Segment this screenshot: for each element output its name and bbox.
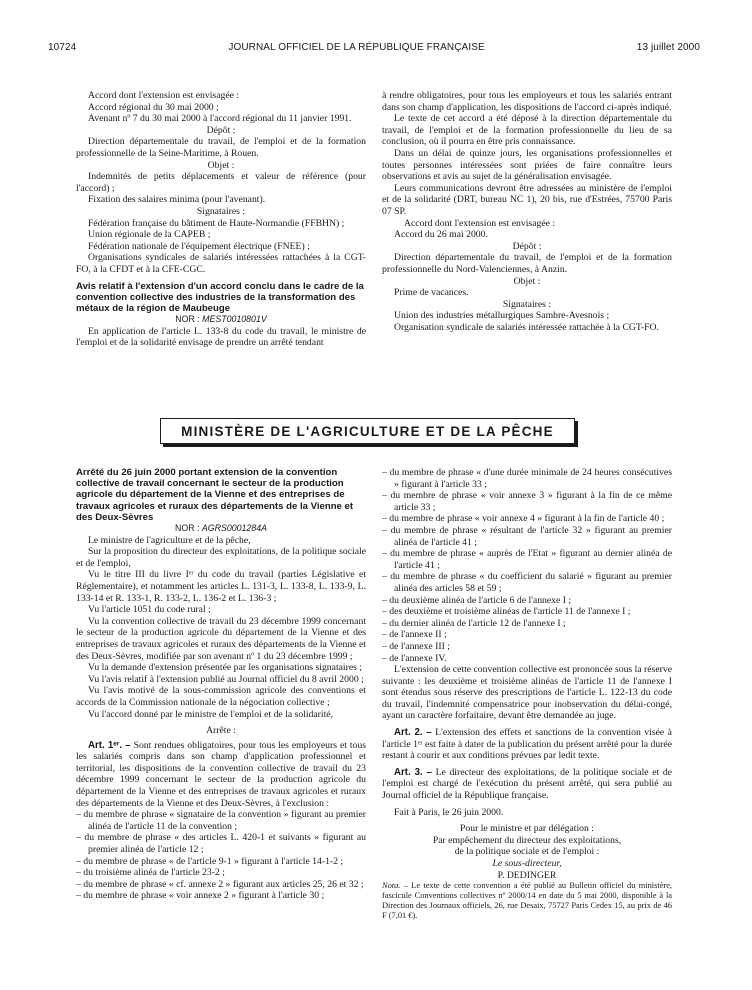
article-3-label: Art. 3. –	[394, 766, 432, 778]
accord-line-2: Avenant nº 7 du 30 mai 2000 à l'accord régional du 11 janvier 1991.	[88, 113, 352, 125]
article-2	[382, 727, 672, 762]
article-1	[76, 740, 366, 810]
nota-note	[382, 881, 672, 921]
article-1-text: Sont rendues obligatoires, pour tous les employeurs et tous les salariés compris dans son champ d'application professionnel et territorial, les dispositions de la convention collective de travail du 23 décembre 1999 concernant le secteur de la production agricole du département de la Vienne et des entreprises de travaux agricoles et ruraux des départements de la Vienne et des Deux-Sèvres, à l'exclusion :	[76, 739, 367, 809]
article-2-label: Art. 2. –	[394, 727, 432, 739]
signataire-right-1: Union des industries métallurgiques Sambre-Avesnois ;	[394, 310, 610, 322]
list-item: – du deuxième alinéa de l'article 6 de l'annexe I ;	[382, 594, 572, 606]
para-5: Vu la convention collective de travail du 23 décembre 1999 concernant le secteur de la production agricole du département de la Vienne et des entreprises de travaux agricoles et ruraux des départements de la Vienne et des Deux-Sèvres, modifiée par son avenant nº 1 du 23 décembre 1999 ;	[76, 615, 366, 662]
left-top-column	[76, 90, 366, 349]
arrete-title: Arrêté du 26 juin 2000 portant extension de la convention collective de travail concernant le secteur de la production agricole du département de la Vienne et des entreprises de travaux agricoles et ruraux des départements de la Vienne et des Deux-Sèvres	[76, 467, 354, 523]
para-3: Vu le titre III du livre Iᵉʳ du code du travail (parties Législative et Réglementaire), et notamment les articles L. 131-3, L. 133-8, L. 133-9, L. 133-14 et R. 133-1, R. 133-2, L. 136-2 et L. 136-3 ;	[76, 569, 366, 604]
right-bottom-column	[382, 467, 672, 921]
depot-text-right: Direction départementale du travail, de l'emploi et de la formation professionnelle du Nord-Valenciennes, à Anzin.	[382, 252, 672, 275]
journal-title: JOURNAL OFFICIEL DE LA RÉPUBLIQUE FRANÇAISE	[228, 42, 485, 53]
objet-label: Objet :	[207, 159, 235, 171]
signatory-name: P. DEDINGER	[497, 869, 557, 881]
list-item: – du membre de phrase « voir annexe 4 » figurant à la fin de l'article 40 ;	[382, 513, 665, 525]
para-9: Vu l'accord donné par le ministre de l'emploi et de la solidarité,	[88, 708, 334, 720]
objet-label-right: Objet :	[513, 275, 541, 287]
article-3	[382, 767, 672, 802]
depot-text: Direction départementale du travail, de l'emploi et de la formation professionnelle de la Seine-Maritime, à Rouen.	[76, 136, 366, 159]
list-item: – du membre de phrase « de l'article 9-1 » figurant à l'article 14-1-2 ;	[76, 855, 344, 867]
accord-label: Accord dont l'extension est envisagée :	[88, 90, 240, 101]
para-6: Vu la demande d'extension présentée par les organisations signataires ;	[88, 662, 363, 674]
nor-label-arrete: NOR :	[175, 523, 202, 534]
exclusion-list-right	[382, 467, 672, 664]
avis-title: Avis relatif à l'extension d'un accord conclu dans le cadre de la convention collective des industries de la transformation des métaux de la région de Maubeuge	[76, 280, 364, 314]
communications-text: Leurs communications devront être adressées au ministère de l'emploi et de la solidarité (DRT, bureau NC 1), 20 bis, rue d'Estrées, 75700 Paris 07 SP.	[382, 182, 672, 217]
signataire-1: Fédération française du bâtiment de Haute-Normandie (FFBHN) ;	[88, 217, 345, 229]
signataire-4: Organisations syndicales de salariés intéressées rattachées à la CGT-FO, à la CFDT et à la CFE-CGC.	[76, 252, 366, 275]
nor-label: NOR :	[175, 314, 203, 325]
article-3-text: Le directeur des exploitations, de la politique sociale et de l'emploi est chargé de l'exécution du présent arrêté, qui sera publié au Journal officiel de la République française.	[382, 766, 672, 802]
avis-intro: En application de l'article L. 133-8 du code du travail, le ministre de l'emploi et de la solidarité envisage de prendre un arrêté tendant	[76, 325, 366, 349]
list-item: – du membre de phrase « voir annexe 3 » figurant à la fin de ce même article 33 ;	[382, 490, 672, 513]
objet-line-2: Fixation des salaires minima (pour l'avenant).	[88, 194, 266, 206]
list-item: – des deuxième et troisième alinéas de l'article 11 de l'annexe I ;	[382, 606, 631, 618]
objet-line-1: Indemnités de petits déplacements et valeur de référence (pour l'accord) ;	[76, 171, 366, 194]
nota-text: – Le texte de cette convention a été publié au Bulletin officiel du ministère, fascicule Conventions collectives nº 2000/14 en date du 5 mai 2000, disponible à la Direction des Journaux officiels, 26, rue Desaix, 75727 Paris Cedex 15, au prix de 46 F (7,01 €).	[382, 881, 673, 921]
accord-line-1: Accord régional du 30 mai 2000 ;	[88, 101, 219, 113]
list-item: – du membre de phrase « cf. annexe 2 » figurant aux articles 25, 26 et 32 ;	[76, 878, 364, 890]
nor-code: MEST0010801V	[202, 314, 267, 325]
signature-line-4: Le sous-directeur,	[492, 858, 562, 869]
list-item: – de l'annexe III ;	[382, 640, 450, 652]
page-number: 10724	[48, 42, 77, 53]
signature-line-1: Pour le ministre et par délégation :	[460, 823, 594, 835]
para-2: Sur la proposition du directeur des exploitations, de la politique sociale et de l'emploi,	[76, 546, 366, 569]
signed-at: Fait à Paris, le 26 juin 2000.	[394, 806, 504, 818]
list-item: – du membre de phrase « du coefficient du salarié » figurant au premier alinéa des articles 58 et 59 ;	[382, 571, 672, 594]
list-item: – du membre de phrase « résultant de l'article 32 » figurant au premier alinéa de l'article 41 ;	[382, 524, 672, 548]
accord-line-right: Accord du 26 mai 2000.	[394, 229, 488, 241]
article-1-label: Art. 1ᵉʳ. –	[88, 739, 131, 751]
article-1-continuation: L'extension de cette convention collective est prononcée sous la réserve suivante : les deuxième et troisième alinéas de l'article 11 de l'annexe I sont étendus sous réserve des prescriptions de l'article L. 122-13 du code du travail, l'indemnité compensatrice pour inobservation du délai-congé, ayant un caractère forfaitaire, devant être demandée au juge.	[382, 664, 673, 722]
nor-line-arrete	[76, 523, 366, 535]
ministry-banner	[160, 418, 575, 444]
running-header	[48, 42, 700, 53]
ministry-title: MINISTÈRE DE L'AGRICULTURE ET DE LA PÊCHE	[181, 423, 554, 439]
publication-date: 13 juillet 2000	[636, 42, 700, 53]
list-item: – du dernier alinéa de l'article 12 de l'annexe I ;	[382, 617, 566, 629]
list-item: – du membre de phrase « signataire de la convention » figurant au premier alinéa de l'article 11 de la convention ;	[76, 809, 366, 832]
list-item: – du membre de phrase « d'une durée minimale de 24 heures consécutives » figurant à l'article 33 ;	[382, 467, 672, 490]
list-item: – du troisième alinéa de l'article 23-2 ;	[76, 867, 225, 879]
right-top-column	[382, 90, 672, 333]
signataire-3: Fédération nationale de l'équipement électrique (FNEE) ;	[88, 240, 310, 252]
signataire-right-2: Organisation syndicale de salariés intéressée rattachée à la CGT-FO.	[394, 321, 659, 333]
para-1: Le ministre de l'agriculture et de la pêche,	[88, 534, 251, 546]
left-bottom-column	[76, 467, 366, 902]
depot-label: Dépôt :	[206, 124, 236, 136]
delai-text: Dans un délai de quinze jours, les organisations professionnelles et toutes personnes intéressées sont priées de faire connaître leurs observations et avis au sujet de la généralisation envisagée.	[382, 147, 672, 183]
nor-line	[76, 314, 366, 326]
nor-code-arrete: AGRS0001284A	[201, 523, 267, 534]
list-item: – de l'annexe IV.	[382, 652, 447, 664]
signature-line-3: de la politique sociale et de l'emploi :	[454, 846, 600, 858]
signataires-label-right: Signataires :	[502, 298, 552, 310]
deposit-text: Le texte de cet accord a été déposé à la direction départementale du travail, de l'emploi et de la formation professionnelle du lieu de sa conclusion, où il pourra en être pris connaissance.	[382, 113, 672, 148]
nota-label: Nota.	[382, 881, 401, 891]
list-item: – du membre de phrase « voir annexe 2 » figurant à l'article 30 ;	[76, 890, 325, 902]
exclusion-list-left	[76, 809, 366, 902]
arrete-label: Arrête :	[206, 725, 236, 737]
signature-line-2: Par empêchement du directeur des exploitations,	[432, 834, 622, 846]
list-item: – du membre de phrase « des articles L. 420-1 et suivants » figurant au premier alinéa de l'article 12 ;	[76, 832, 366, 856]
depot-label-right: Dépôt :	[512, 240, 542, 252]
continuation-text: à rendre obligatoires, pour tous les employeurs et tous les salariés entrant dans son champ d'application, les dispositions de l'accord ci-après indiqué.	[382, 90, 672, 113]
list-item: – du membre de phrase « auprès de l'Etat » figurant au dernier alinéa de l'article 41 ;	[382, 548, 672, 571]
para-8: Vu l'avis motivé de la sous-commission agricole des conventions et accords de la Commission nationale de la négociation collective ;	[76, 685, 366, 708]
para-4: Vu l'article 1051 du code rural ;	[88, 604, 211, 616]
article-2-text: L'extension des effets et sanctions de la convention visée à l'article 1ᵉʳ est faite à dater de la publication du présent arrêté pour la durée restant à courir et aux conditions prévues par ledit texte.	[382, 727, 672, 762]
signataire-2: Union régionale de la CAPEB ;	[88, 229, 211, 241]
para-7: Vu l'avis relatif à l'extension publié au Journal officiel du 8 avril 2000 ;	[88, 673, 364, 685]
signataires-label: Signataires :	[196, 205, 246, 217]
list-item: – de l'annexe II ;	[382, 629, 447, 641]
objet-line-right: Prime de vacances.	[394, 287, 469, 299]
accord-label-right: Accord dont l'extension est envisagée :	[404, 217, 556, 229]
